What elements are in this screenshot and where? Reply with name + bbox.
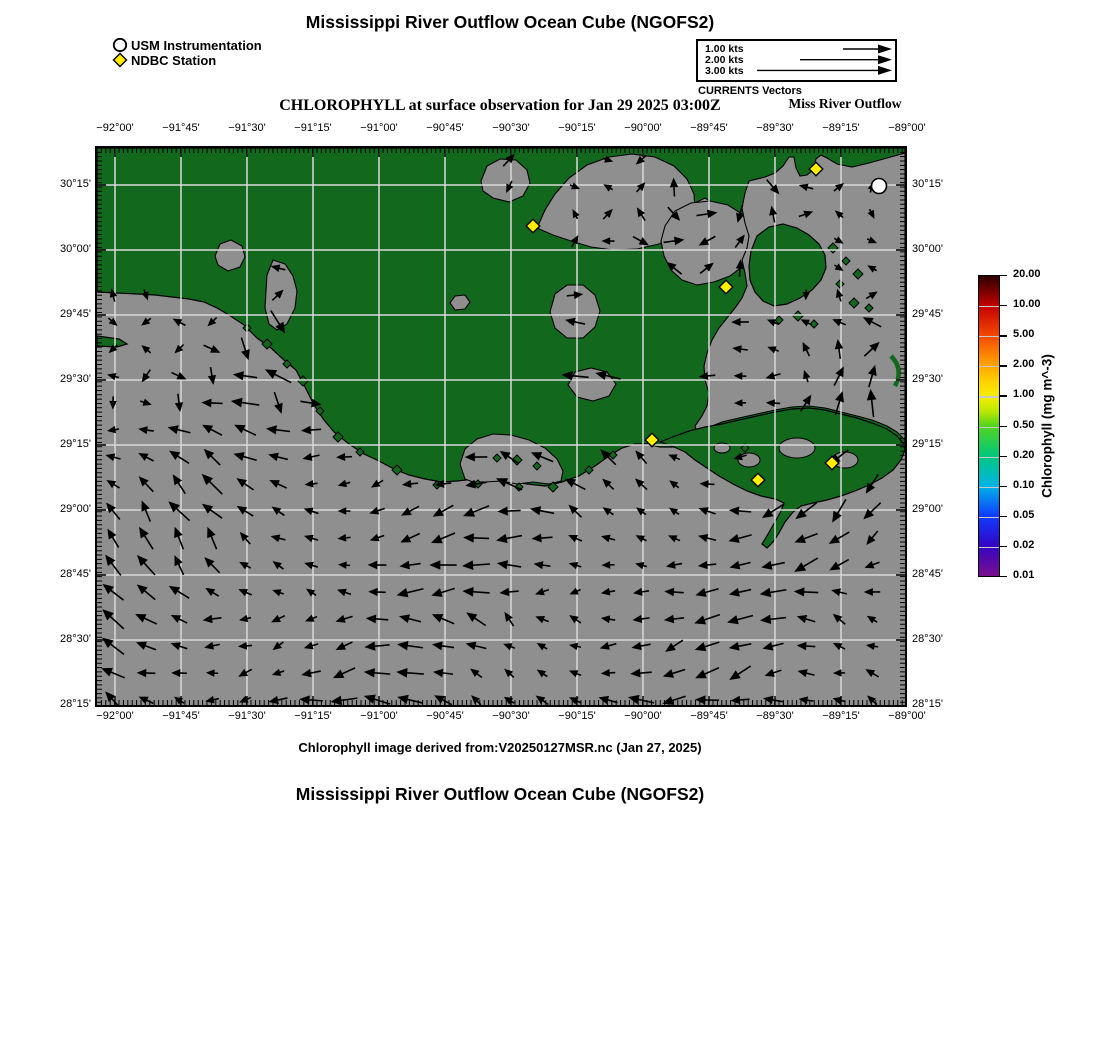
map-canvas: [97, 148, 905, 705]
lon-tick-label-bottom: −91°00': [360, 710, 398, 722]
colorbar-tick-label: 5.00: [1013, 328, 1035, 341]
lon-tick-label-bottom: −90°45': [426, 710, 464, 722]
lon-tick-label-bottom: −90°30': [492, 710, 530, 722]
lat-tick-label-left: 28°30': [60, 633, 91, 645]
lon-tick-label-top: −90°00': [624, 122, 662, 134]
currents-vector-key: [696, 39, 897, 82]
colorbar-gridline: [979, 547, 999, 548]
bottom-title: Mississippi River Outflow Ocean Cube (NGOFS2): [295, 784, 705, 804]
lat-tick-label-right: 29°30': [912, 373, 943, 385]
colorbar-tick-label: 0.02: [1013, 538, 1035, 551]
lon-tick-label-bottom: −91°30': [228, 710, 266, 722]
colorbar-tick: [1000, 365, 1007, 366]
ndbc-legend-label: NDBC Station: [131, 53, 217, 68]
vector-key-label-2: 2.00 kts: [705, 54, 744, 66]
lon-tick-label-bottom: −89°00': [888, 710, 926, 722]
lon-tick-label-top: −91°15': [294, 122, 332, 134]
legend-symbols: [110, 36, 132, 72]
colorbar-tick: [1000, 486, 1007, 487]
colorbar-gridline: [979, 336, 999, 337]
lat-tick-label-right: 28°45': [912, 568, 943, 580]
lon-tick-label-bottom: −91°15': [294, 710, 332, 722]
lat-tick-label-left: 28°15': [60, 698, 91, 710]
lat-tick-label-left: 29°00': [60, 503, 91, 515]
lat-tick-label-left: 29°15': [60, 438, 91, 450]
lon-tick-label-bottom: −91°45': [162, 710, 200, 722]
colorbar-tick: [1000, 426, 1007, 427]
lat-tick-label-right: 29°45': [912, 308, 943, 320]
colorbar-gridline: [979, 427, 999, 428]
map-plot-area: [95, 146, 907, 707]
lon-tick-label-bottom: −92°00': [96, 710, 134, 722]
lon-tick-label-top: −91°45': [162, 122, 200, 134]
lat-tick-label-right: 30°00': [912, 243, 943, 255]
colorbar-tick: [1000, 546, 1007, 547]
colorbar-tick-label: 20.00: [1013, 268, 1041, 280]
station-legend: [110, 36, 340, 72]
lat-tick-label-right: 30°15': [912, 178, 943, 190]
colorbar-tick: [1000, 516, 1007, 517]
lat-tick-label-right: 29°00': [912, 503, 943, 515]
vector-key-arrows: [698, 41, 894, 79]
colorbar-tick: [1000, 576, 1007, 577]
lat-tick-label-left: 28°45': [60, 568, 91, 580]
figure-canvas: Mississippi River Outflow Ocean Cube (NGOFS2) USM Instrumentation NDBC Station 1.00 kts 2.00 kts 3.00 kts CURRENTS Vectors Miss River Outflow CHLOROPHYLL at surface observation for Jan 29 2025 03:00Z −92°00' −92°00' −91°45' −91°45' −91°30' −91°30' −91°15' −91°15' −91°00' −91°00' −90°45' −90°45' −90°30' −90°30' −90°15' −90°15' −90°00' −90°00' −89°45' −89°45' −89°30' −89°30' −89°15' −89°15' −89°00' −89°00' 30°15' 30°15' 30°00' 30°00' 29°45' 29°45' 29°30' 29°30' 29°15' 29°15' 29°00' 29°00' 28°45' 28°45' 28°30' 28°30' 28°15' 28°15' 20.00 10.00 5.00 2.00 1.00 0.50 0.20 0.10 0.05 0.02 0.01 Chlorophyll (mg m^-3) Chlorophyll image derived from:V20250127MSR.nc (Jan 27, 2025) Mississippi River Outflow Ocean Cube (NGOFS2): [0, 0, 1100, 1050]
plot-subtitle: CHLOROPHYLL at surface observation for Jan 29 2025 03:00Z: [279, 97, 721, 114]
chlorophyll-colorbar: [978, 275, 1000, 577]
lon-tick-label-top: −90°15': [558, 122, 596, 134]
lon-tick-label-top: −92°00': [96, 122, 134, 134]
lat-tick-label-left: 30°15': [60, 178, 91, 190]
colorbar-tick-label: 0.05: [1013, 508, 1035, 521]
colorbar-gridline: [979, 306, 999, 307]
lon-tick-label-top: −90°45': [426, 122, 464, 134]
lat-tick-label-left: 29°45': [60, 308, 91, 320]
usm-circle-icon: [114, 39, 126, 51]
colorbar-gridline: [979, 396, 999, 397]
colorbar-gridline: [979, 487, 999, 488]
colorbar-tick: [1000, 395, 1007, 396]
lon-tick-label-top: −89°15': [822, 122, 860, 134]
colorbar-tick-label: 0.01: [1013, 569, 1035, 581]
lon-tick-label-top: −89°30': [756, 122, 794, 134]
lat-tick-label-left: 29°30': [60, 373, 91, 385]
colorbar-tick-label: 0.20: [1013, 448, 1035, 461]
colorbar-tick-label: 0.10: [1013, 478, 1035, 491]
miss-river-outflow-label: Miss River Outflow: [788, 96, 902, 111]
colorbar-tick-label: 2.00: [1013, 358, 1035, 371]
lon-tick-label-top: −91°30': [228, 122, 266, 134]
lon-tick-label-bottom: −89°30': [756, 710, 794, 722]
colorbar-tick-label: 0.50: [1013, 418, 1035, 431]
lat-tick-label-right: 28°30': [912, 633, 943, 645]
vector-key-label-3: 3.00 kts: [705, 65, 744, 77]
currents-vectors-caption: CURRENTS Vectors: [698, 85, 802, 97]
lon-tick-label-top: −91°00': [360, 122, 398, 134]
colorbar-gridline: [979, 366, 999, 367]
vector-key-label-1: 1.00 kts: [705, 43, 744, 55]
lon-tick-label-bottom: −89°45': [690, 710, 728, 722]
colorbar-tick-label: 10.00: [1013, 298, 1041, 311]
lon-tick-label-top: −90°30': [492, 122, 530, 134]
colorbar-tick: [1000, 305, 1007, 306]
ndbc-diamond-icon: [114, 54, 127, 67]
lon-tick-label-bottom: −90°15': [558, 710, 596, 722]
lon-tick-label-bottom: −90°00': [624, 710, 662, 722]
lat-tick-label-left: 30°00': [60, 243, 91, 255]
main-title: Mississippi River Outflow Ocean Cube (NGOFS2): [305, 12, 715, 32]
colorbar-gridline: [979, 457, 999, 458]
colorbar-tick-label: 1.00: [1013, 388, 1035, 401]
colorbar-tick: [1000, 275, 1007, 276]
colorbar-tick: [1000, 456, 1007, 457]
colorbar-tick: [1000, 335, 1007, 336]
lon-tick-label-bottom: −89°15': [822, 710, 860, 722]
lon-tick-label-top: −89°00': [888, 122, 926, 134]
source-caption: Chlorophyll image derived from:V20250127MSR.nc (Jan 27, 2025): [298, 740, 702, 755]
usm-legend-label: USM Instrumentation: [131, 38, 262, 53]
usm-station-marker: [872, 179, 887, 194]
lat-tick-label-right: 29°15': [912, 438, 943, 450]
lat-tick-label-right: 28°15': [912, 698, 943, 710]
colorbar-gridline: [979, 517, 999, 518]
lon-tick-label-top: −89°45': [690, 122, 728, 134]
